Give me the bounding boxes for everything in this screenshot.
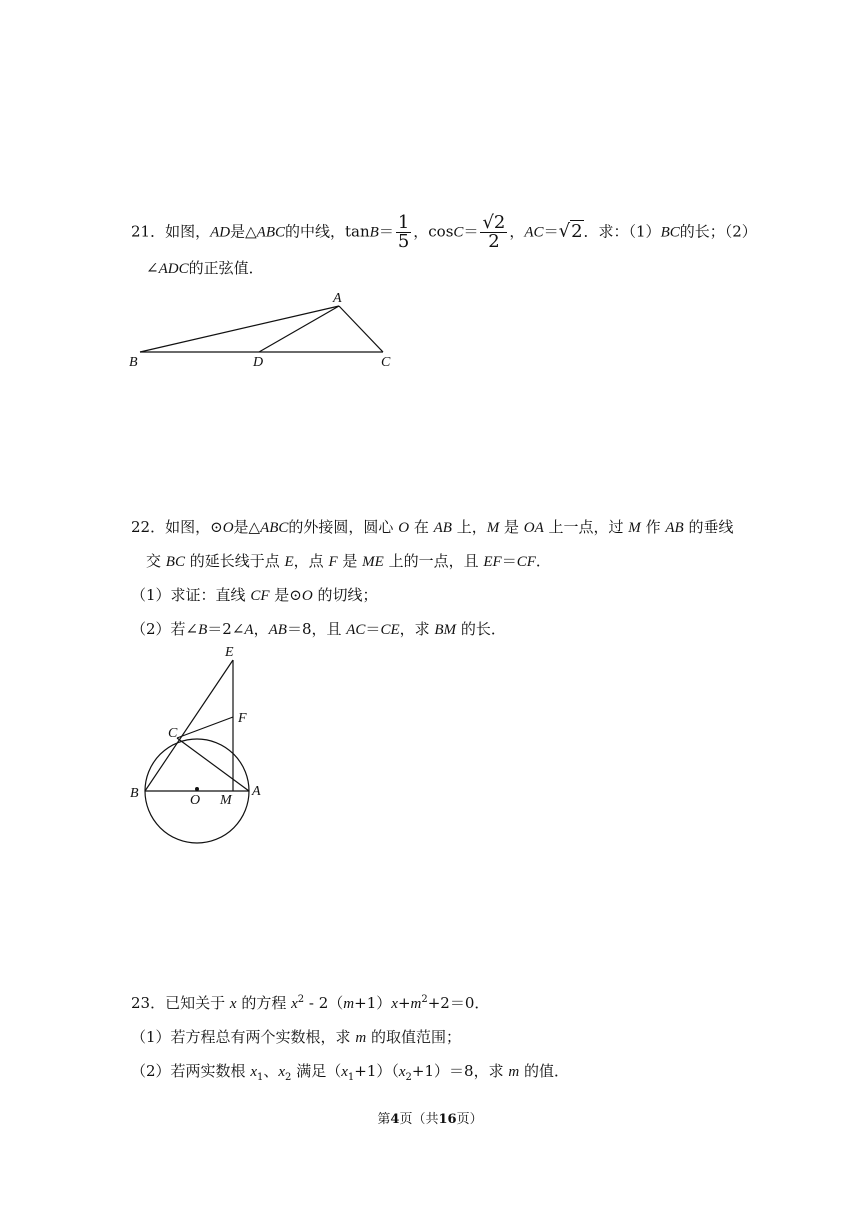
q22-var: O	[301, 588, 313, 604]
q23-text: （2）若两实数根	[131, 1062, 251, 1080]
q23-sub: 1	[256, 1072, 264, 1083]
footer-text: 页）	[456, 1112, 483, 1127]
total-pages: 16	[438, 1112, 457, 1127]
q23-text: +1）（	[354, 1062, 399, 1080]
q21-text: ，	[509, 222, 525, 241]
q23-text: 的方程	[236, 994, 292, 1012]
q21-text: 的正弦值．	[188, 259, 264, 277]
q22-text: ＝	[501, 552, 517, 570]
q22-var: CE	[380, 622, 400, 638]
q23-sup: 2	[421, 994, 428, 1005]
q21-var: ADC	[158, 261, 189, 277]
q23-var: m	[343, 996, 355, 1012]
q23-text: - 2（	[304, 994, 344, 1012]
q23-var: x	[391, 996, 398, 1012]
q22-line1	[131, 517, 733, 538]
q22-text: ，点	[293, 552, 329, 570]
q22-text: 的长．	[456, 620, 506, 638]
q21-text: 的长；（2）	[679, 222, 757, 241]
q23-part1	[131, 1027, 461, 1048]
q23-var: x	[229, 996, 237, 1012]
label-M: M	[220, 793, 232, 808]
q22-line2	[146, 551, 551, 572]
q22-var: CF	[250, 588, 270, 604]
q22-text: 作	[640, 518, 666, 536]
q22-text: 交	[146, 552, 166, 570]
q22-text: 如图，	[165, 518, 211, 536]
q21-frac-cos	[480, 214, 507, 251]
frac-numerator: 1	[397, 212, 410, 233]
q22-var: ME	[362, 554, 384, 570]
q22-text: ．	[535, 552, 551, 570]
q22-text: 的外接圆，圆心	[288, 518, 399, 536]
q21-frac-tan	[396, 214, 411, 251]
q22-var: BC	[165, 554, 185, 570]
q21-triangle-figure	[120, 286, 410, 376]
q22-var: BM	[434, 622, 457, 638]
q21-var: AC	[524, 224, 544, 241]
label-E: E	[225, 645, 234, 660]
q23-sub: 2	[405, 1072, 412, 1083]
q22-var: AB	[433, 520, 452, 536]
q22-text: 在	[409, 518, 434, 536]
q22-var: OA	[523, 520, 544, 536]
q23-number: 23．	[131, 994, 166, 1012]
q21-text: ．求：（1）	[583, 222, 661, 241]
q23-sub: 1	[347, 1072, 355, 1083]
q23-var: x	[341, 1064, 348, 1080]
q23-text: +2＝0．	[427, 994, 490, 1012]
label-B: B	[129, 355, 138, 370]
q22-text: ＝	[365, 620, 381, 638]
q23-text: +	[397, 994, 411, 1012]
q22-var: AB	[665, 520, 684, 536]
frac-denominator: 2	[488, 231, 500, 252]
q22-var: M	[628, 520, 641, 536]
q22-text: 的垂线	[683, 518, 734, 536]
q23-text: 的值．	[519, 1062, 569, 1080]
q22-text: 是	[499, 518, 524, 536]
circle-symbol: ⊙	[210, 518, 223, 536]
q23-text: +1）	[354, 994, 392, 1012]
q23-sup: 2	[297, 994, 305, 1005]
q22-text: 上，	[451, 518, 487, 536]
q21-line2	[146, 258, 264, 279]
q22-var: O	[222, 520, 234, 536]
label-F: F	[238, 711, 247, 726]
q22-var: CF	[516, 554, 536, 570]
q23-part2	[131, 1061, 569, 1082]
q23-text: （1）若方程总有两个实数根，求	[131, 1028, 356, 1046]
q22-text: 的延长线于点	[184, 552, 285, 570]
q21-line1	[131, 214, 757, 251]
q23-var: x	[278, 1064, 286, 1080]
label-B: B	[130, 786, 139, 801]
q22-var: M	[486, 520, 500, 536]
q22-var: B	[198, 622, 208, 638]
q22-number: 22．	[131, 518, 166, 536]
q22-part1	[131, 585, 377, 606]
q23-var: m	[410, 996, 422, 1012]
q22-text: ，求	[399, 620, 435, 638]
q22-var: F	[328, 554, 338, 570]
q21-text: ＝	[463, 222, 479, 241]
q22-var: O	[398, 520, 410, 536]
q23-text: 的取值范围；	[366, 1028, 461, 1046]
label-C: C	[381, 355, 391, 370]
q22-text: （2）若∠	[131, 620, 199, 638]
q22-text: 是△	[233, 518, 261, 536]
page-number: 4	[390, 1112, 400, 1127]
label-A: A	[333, 291, 342, 306]
q22-text: ＝8，且	[286, 620, 347, 638]
label-D: D	[253, 355, 264, 370]
q21-text: 如图，	[165, 222, 211, 241]
q23-sub: 2	[285, 1072, 292, 1083]
q23-text: 、	[263, 1062, 279, 1080]
q23-text: 满足（	[291, 1062, 342, 1080]
q23-text: 已知关于	[165, 994, 230, 1012]
frac-numerator: √2	[482, 212, 506, 233]
q23-var: m	[508, 1064, 520, 1080]
q22-var: AC	[346, 622, 366, 638]
q21-text: 的中线，tan	[285, 222, 370, 241]
q21-number: 21．	[131, 222, 166, 241]
q21-var: B	[369, 224, 379, 241]
frac-denominator: 5	[397, 231, 410, 252]
q22-var: ABC	[260, 520, 289, 536]
q22-var: EF	[483, 554, 502, 570]
q22-text: ，	[253, 620, 269, 638]
q21-text: ＝	[543, 222, 559, 241]
q22-text: 上一点，过	[543, 518, 629, 536]
label-A: A	[252, 784, 261, 799]
q22-text: 上的一点，且	[383, 552, 484, 570]
q23-var: x	[398, 1064, 406, 1080]
q23-line1	[131, 993, 489, 1014]
q22-text: ＝2∠	[207, 620, 245, 638]
q23-var: x	[291, 996, 298, 1012]
q23-text: +1）＝8，求	[411, 1062, 509, 1080]
q21-text: ＝	[378, 222, 394, 241]
q21-text: ∠	[146, 259, 159, 277]
q21-var: AD	[210, 224, 231, 241]
q22-text: 是	[337, 552, 363, 570]
q21-text: ，cos	[413, 222, 454, 241]
q22-text: 的切线；	[312, 586, 378, 604]
q22-var: E	[284, 554, 294, 570]
q21-var: ABC	[256, 224, 285, 241]
footer-text: 页（共	[399, 1112, 439, 1127]
q22-var: AB	[268, 622, 287, 638]
page-footer	[0, 1108, 860, 1127]
q23-var: x	[250, 1064, 257, 1080]
footer-text: 第	[377, 1112, 391, 1127]
q22-circle-figure	[120, 640, 280, 850]
q21-var: BC	[660, 224, 680, 241]
q22-text: 是⊙	[269, 586, 302, 604]
q21-sqrt: √2	[558, 220, 583, 242]
q22-text: （1）求证：直线	[131, 586, 251, 604]
label-O: O	[190, 793, 201, 808]
label-C: C	[168, 726, 178, 741]
q22-part2	[131, 619, 506, 640]
q23-var: m	[355, 1030, 367, 1046]
q22-var: A	[244, 622, 254, 638]
q21-text: 是△	[230, 222, 257, 241]
sqrt-radicand: 2	[571, 220, 583, 242]
q21-var: C	[453, 224, 464, 241]
